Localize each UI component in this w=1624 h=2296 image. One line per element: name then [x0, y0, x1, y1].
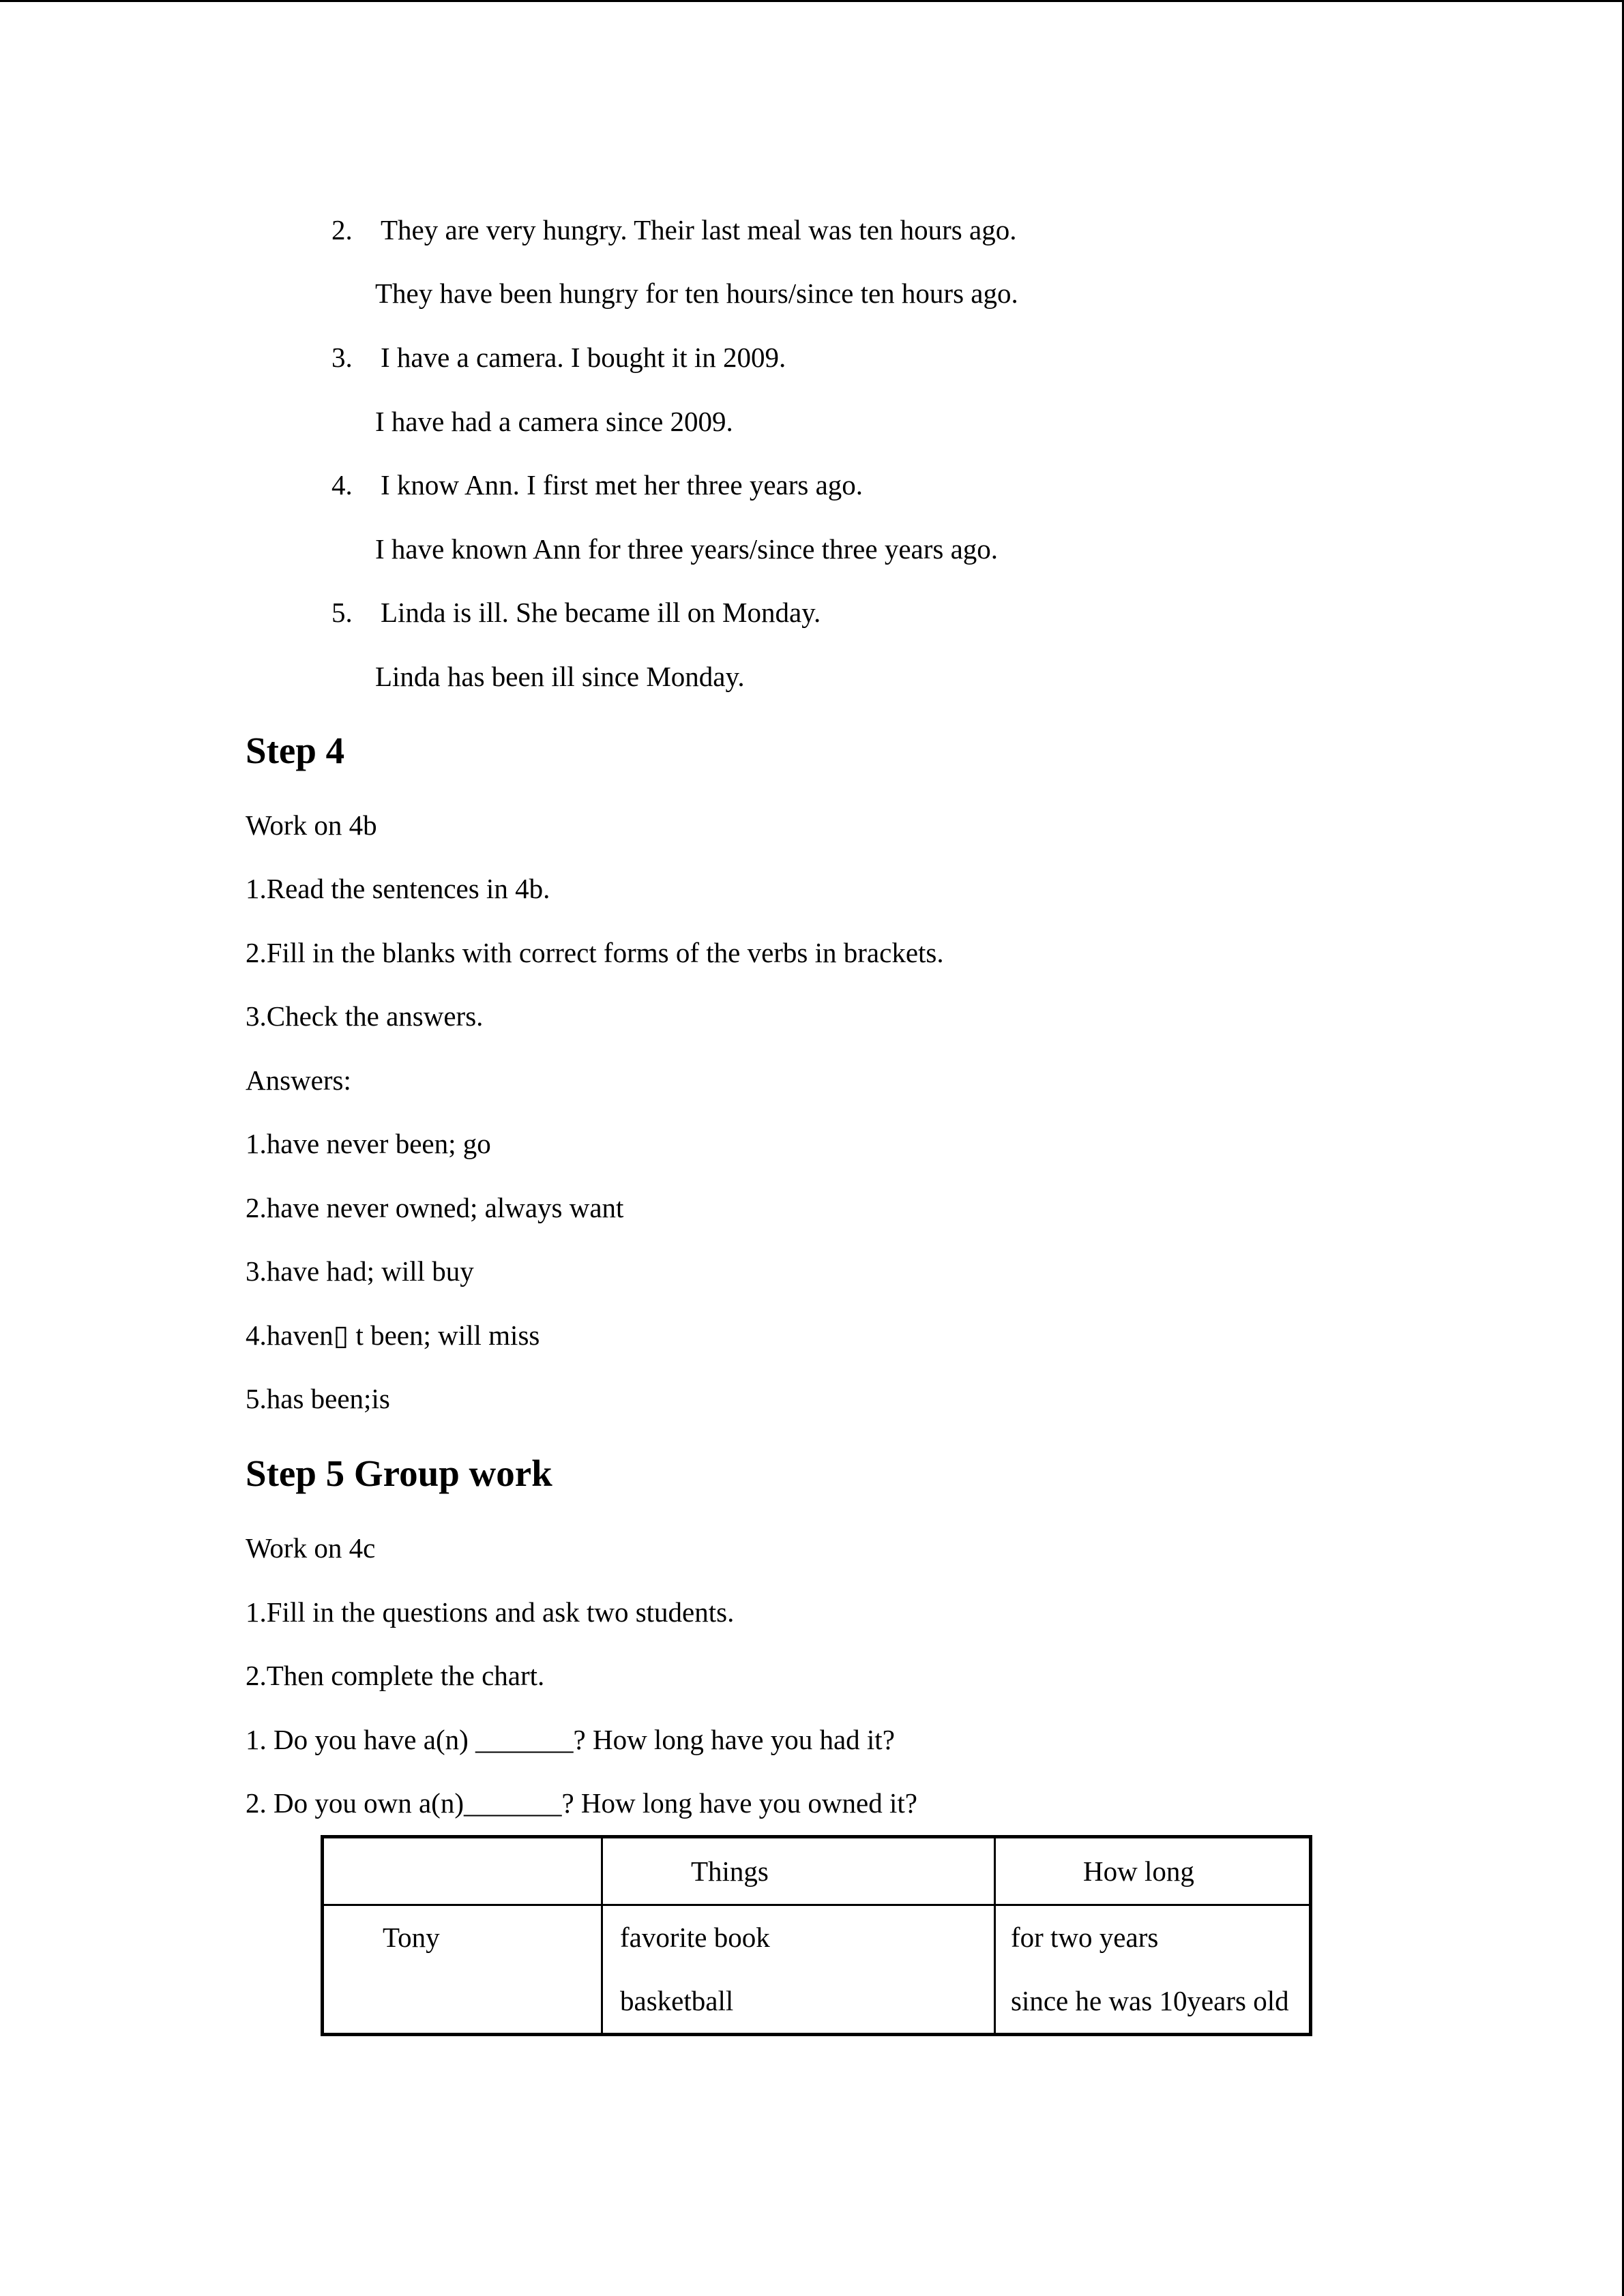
exercise-number: 3.	[331, 342, 353, 373]
step4-line: 1.Read the sentences in 4b.	[246, 873, 550, 904]
step4-answer-line: 3.have had; will buy	[246, 1255, 474, 1287]
step5-question-line: 1. Do you have a(n) _______? How long have you had it?	[246, 1724, 895, 1755]
table-header-row	[323, 1837, 1311, 1905]
exercise-question: I know Ann. I first met her three years ago.	[381, 469, 863, 501]
step5-question-line: 2. Do you own a(n)_______? How long have you owned it?	[246, 1787, 917, 1819]
exercise-answer: I have known Ann for three years/since three years ago.	[375, 533, 999, 565]
exercise-answer: I have had a camera since 2009.	[375, 406, 733, 437]
step4-answer-line: 4.haven▯ t been; will miss	[246, 1320, 540, 1351]
exercise-number: 5.	[331, 597, 353, 628]
exercise-number: 2.	[331, 214, 353, 245]
step4-line: 2.Fill in the blanks with correct forms of the verbs in brackets.	[246, 937, 944, 968]
table-cell-things	[602, 1905, 995, 2035]
step4-line: Answers:	[246, 1064, 351, 1096]
thing-item: basketball	[620, 1985, 734, 2016]
how-long-item: since he was 10years old	[1011, 1985, 1289, 2016]
row-name: Tony	[383, 1922, 440, 1953]
step4-answer-line: 1.have never been; go	[246, 1128, 491, 1159]
step4-line: Work on 4b	[246, 809, 377, 841]
table-row	[323, 1905, 1311, 2035]
table-header-how-long: How long	[995, 1837, 1311, 1905]
step4-answer-line: 2.have never owned; always want	[246, 1192, 624, 1223]
step5-line: Work on 4c	[246, 1532, 376, 1564]
group-work-chart	[321, 1835, 1312, 2036]
exercise-number: 4.	[331, 469, 353, 501]
table-cell-name	[323, 1905, 602, 2035]
how-long-item: for two years	[1011, 1922, 1159, 1953]
step4-heading: Step 4	[246, 730, 345, 771]
exercise-answer: Linda has been ill since Monday.	[375, 661, 745, 692]
step5-heading: Step 5 Group work	[246, 1452, 552, 1494]
step4-answer-line: 5.has been;is	[246, 1383, 390, 1414]
exercise-answer: They have been hungry for ten hours/since ten hours ago.	[375, 278, 1018, 309]
step5-line: 1.Fill in the questions and ask two students.	[246, 1596, 735, 1628]
page-border-top	[0, 0, 1624, 2]
table-header-cell	[323, 1837, 602, 1905]
table-cell-how-long	[995, 1905, 1311, 2035]
exercise-question: Linda is ill. She became ill on Monday.	[381, 597, 821, 628]
table-header-things: Things	[602, 1837, 995, 1905]
exercise-question: They are very hungry. Their last meal was ten hours ago.	[381, 214, 1017, 245]
thing-item: favorite book	[620, 1922, 770, 1953]
step5-line: 2.Then complete the chart.	[246, 1660, 545, 1691]
step4-line: 3.Check the answers.	[246, 1000, 484, 1032]
exercise-question: I have a camera. I bought it in 2009.	[381, 342, 786, 373]
